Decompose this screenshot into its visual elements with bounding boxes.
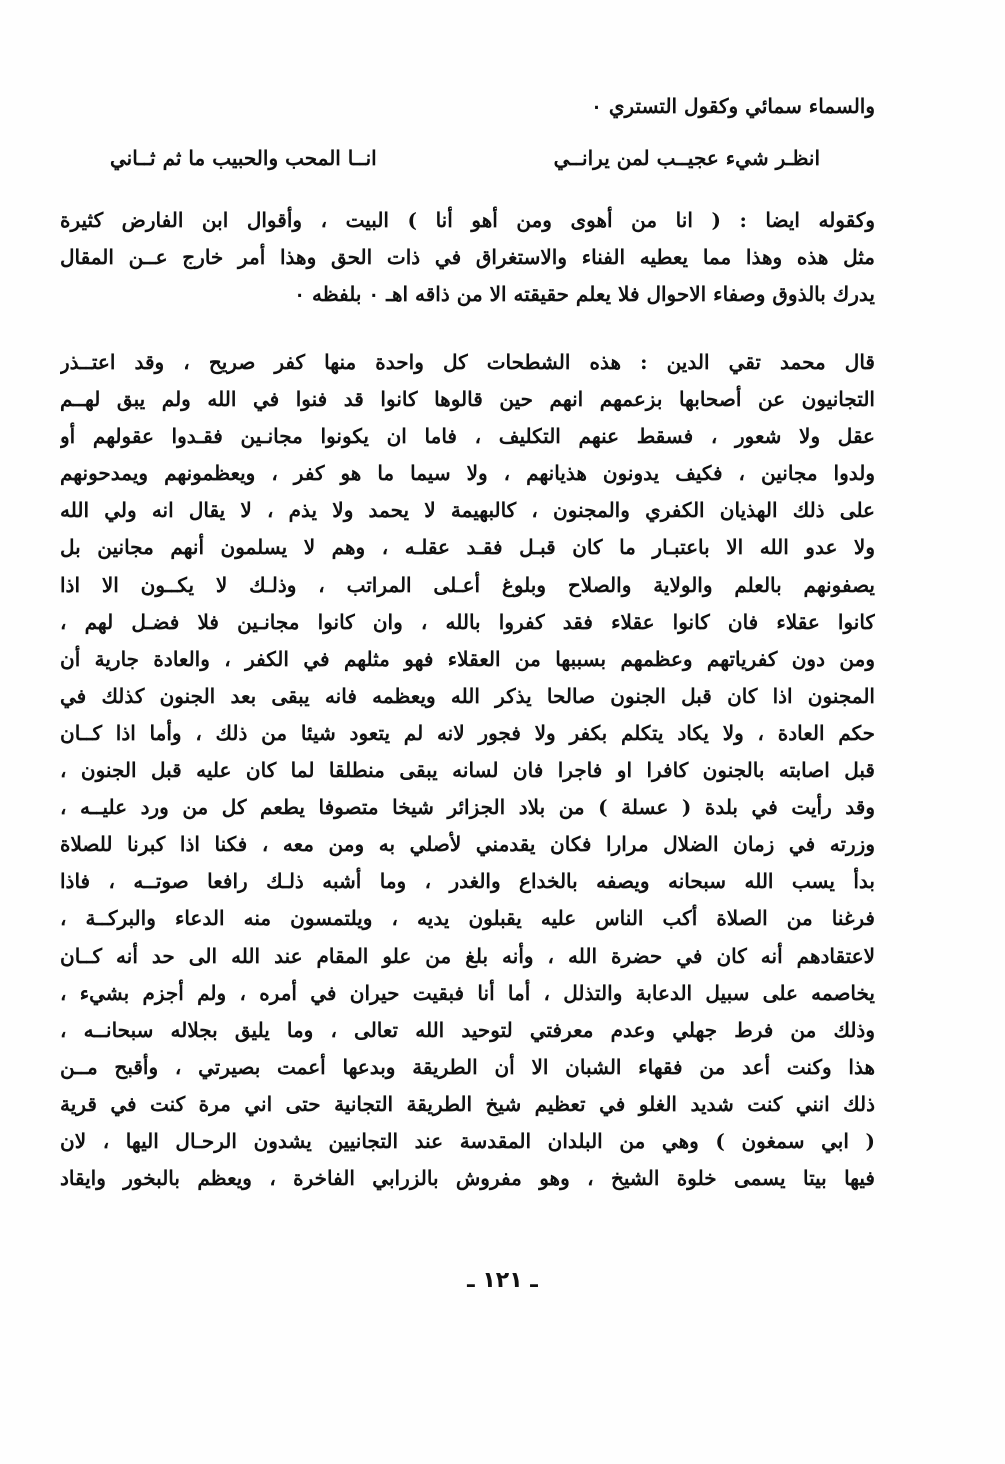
text-line: والسماء سمائي وكقول التستري ٠: [591, 94, 875, 118]
text-line: التجانيون عن أصحابها بزعمهم انهم حين قالوها كانوا قد فنوا في الله ولم يبق لهــم: [60, 387, 875, 412]
text-line: بدأ يسب الله سبحانه ويصفه بالخداع والغدر ، وما أشبه ذلـك رافعا صوتــه ، فاذا: [60, 869, 875, 894]
paragraph-2: [60, 344, 875, 1197]
page-number: ـ ١٢١ ـ: [467, 1268, 538, 1293]
text-line: على ذلك الهذيان الكفري والمجنون ، كالبهيمة لا يحمد ولا يذم ، لا يقال انه ولي الله: [60, 498, 875, 523]
text-line: قال محمد تقي الدين : هذه الشطحات كل واحدة منها كفر صريح ، وقد اعتــذر: [60, 350, 875, 374]
text-line: مثل هذه وهذا مما يعطيه الفناء والاستغراق في ذات الحق وهذا أمر خارج عــن المقال: [60, 245, 875, 269]
text-line: وكقوله ايضا : ( انا من أهوى ومن أهو أنا ) البيت ، وأقوال ابن الفارض كثيرة: [60, 208, 875, 232]
text-line: قبل اصابته بالجنون كافرا او فاجرا فان لسانه يبقى منطلقا لما كان عليه قبل الجنون ،: [60, 758, 875, 783]
verse-left-hemistich: انــا المحب والحبيب ما ثم ثــاني: [110, 146, 377, 170]
text-line: كانوا عقلاء فان كانوا عقلاء فقد كفروا بالله ، وان كانوا مجانـين فلا فضـل لهم ،: [60, 609, 875, 634]
text-line: فرغنا من الصلاة أكب الناس عليه يقبلون يديه ، ويلتمسون منه الدعاء والبركــة ،: [60, 906, 875, 931]
text-line: المجنون اذا كان قبل الجنون صالحا يذكر الله ويعظمه فانه يبقى بعد الجنون كذلك في: [60, 683, 875, 708]
text-line: لاعتقادهم أنه كان في حضرة الله ، وأنه بلغ من علو المقام عند الله الى حد أنه كــان: [60, 943, 875, 968]
text-line: ولا عدو الله الا باعتبـار ما كان قبـل فقـد عقلـه ، وهم لا يسلمون أنهم مجانين بل: [60, 535, 875, 560]
text-line: يدرك بالذوق وصفاء الاحوال فلا يعلم حقيقته الا من ذاقه اهـ ٠ بلفظه ٠: [294, 282, 875, 306]
paragraph-1: [60, 202, 875, 313]
text-line: وزرته في زمان الضلال مرارا فكان يقدمني لأصلي به ومن معه ، فكنا اذا كبرنا للصلاة: [60, 832, 875, 857]
text-line: وقد رأيت في بلدة ( عسلة ) من بلاد الجزائر شيخا متصوفا يطعم كل من ورد عليــه ،: [60, 795, 875, 820]
text-line: هذا وكنت أعد من فقهاء الشبان الا أن الطريقة وبدعها أعمت بصيرتي ، وأقبح مــن: [60, 1054, 875, 1079]
intro-text: [60, 88, 875, 124]
poetry-verse: [110, 140, 820, 176]
text-line: فيها بيتا يسمى خلوة الشيخ ، وهو مفروش بالزرابي الفاخرة ، ويعظم بالبخور وايقاد: [60, 1166, 875, 1191]
text-line: ذلك انني كنت شديد الغلو في تعظيم شيخ الطريقة التجانية حتى اني مرة كنت في قرية: [60, 1091, 875, 1116]
text-line: حكم العادة ، ولا يكاد يتكلم بكفر ولا فجور لانه لم يتعود شيئا من ذلك ، وأما اذا كــان: [60, 720, 875, 745]
text-line: وذلك من فرط جهلي وعدم معرفتي لتوحيد الله تعالى ، وما يليق بجلاله سبحانــه ،: [60, 1017, 875, 1042]
text-line: ولدوا مجانين ، فكيف يدونون هذيانهم ، ولا سيما ما هو كفر ، ويعظمونهم ويمدحونهم: [60, 461, 875, 486]
verse-right-hemistich: انظـر شيء عجيــب لمن يرانــي: [553, 146, 820, 170]
text-line: ( ابي سمغون ) وهي من البلدان المقدسة عند التجانيين يشدون الرحـال اليها ، لان: [60, 1128, 875, 1153]
text-line: ومن دون كفرياتهم وعظمهم بسببها من العقلاء فهو مثلهم في الكفر ، والعادة جارية أن: [60, 646, 875, 671]
text-line: يصفونهم بالعلم والولاية والصلاح وبلوغ أعـلى المراتب ، وذلـك لا يكــون الا اذا: [60, 572, 875, 597]
text-line: يخاصمه على سبيل الدعابة والتذلل ، أما أنا فبقيت حيران في أمره ، ولم أجزم بشيء ،: [60, 980, 875, 1005]
text-line: عقل ولا شعور ، فسقط عنهم التكليف ، فاما ان يكونوا مجانـين فقـدوا عقولهم أو: [60, 424, 875, 449]
